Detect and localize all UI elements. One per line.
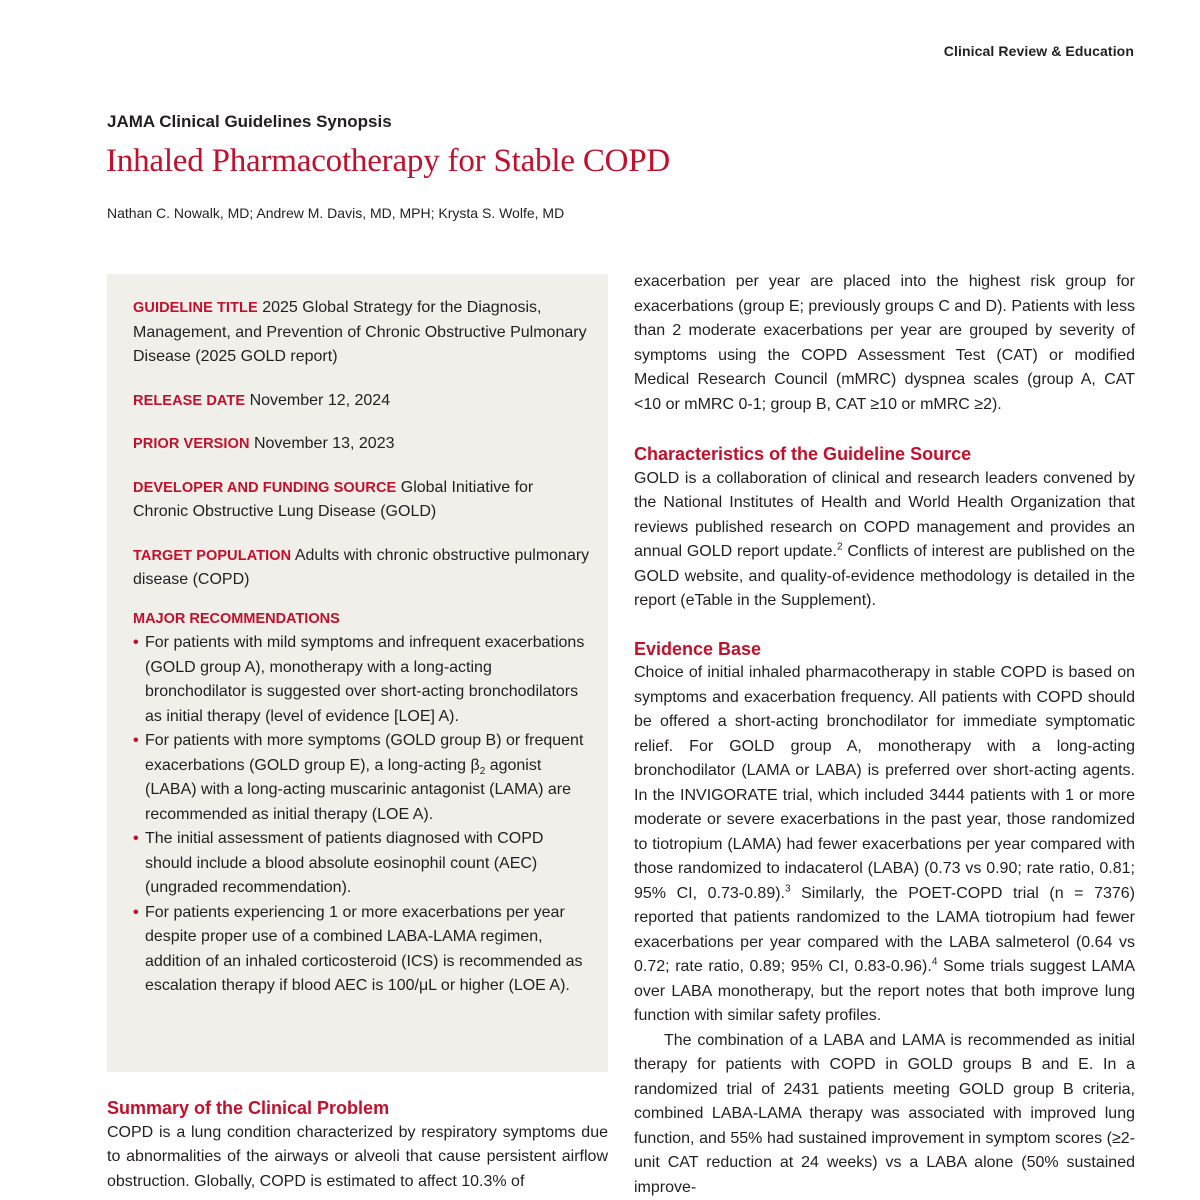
recommendation-item	[133, 729, 590, 827]
release-date-value: November 12, 2024	[249, 391, 391, 409]
target-population-entry	[133, 544, 590, 593]
guideline-title-entry	[133, 296, 590, 370]
paragraph-text-cont: Similarly, the POET-COPD trial (n = 7376) reported that patients randomized to the LAMA tiotropium had fewer exacerbations per year compared with the LABA salmeterol (0.64 vs 0.72; rate ratio, 0.89; 95% CI, 0.83-0.96).	[634, 884, 1135, 975]
evidence-paragraph	[634, 661, 1135, 1029]
developer-entry	[133, 476, 590, 525]
reference-marker: 3	[785, 883, 791, 895]
recommendation-text-cont: agonist (LABA) with a long-acting muscarinic antagonist (LAMA) are recommended as initial therapy (LOE A).	[145, 756, 571, 823]
bullet-icon: •	[133, 634, 139, 651]
recommendation-item	[133, 827, 590, 901]
synopsis-label: JAMA Clinical Guidelines Synopsis	[107, 112, 392, 131]
section-heading: Summary of the Clinical Problem	[107, 1098, 390, 1118]
continuation-paragraph: exacerbation per year are placed into the highest risk group for exacerbations (group E; previously groups C and D). Patients with less than 2 moderate exacerbations per year are grouped by severity of symptoms using the COPD Assessment Test (CAT) or modified Medical Research Council (mMRC) dyspnea scales (group A, CAT <10 or mMRC 0-1; group B, CAT ≥10 or mMRC ≥2).	[634, 273, 1135, 413]
guideline-title-label: GUIDELINE TITLE	[133, 300, 258, 316]
section-heading: Characteristics of the Guideline Source	[634, 444, 972, 464]
section-text: COPD is a lung condition characterized by respiratory symptoms due to abnormalities of the airways or alveoli that cause persistent airflow obstruction. Globally, COPD is estimated to affect 10.3% of	[107, 1123, 608, 1190]
target-population-label: TARGET POPULATION	[133, 547, 292, 564]
prior-version-entry	[133, 432, 590, 457]
paragraph-text-cont: Conflicts of interest are published on the GOLD website, and quality-of-evidence methodology is detailed in the report (eTable in the Supplement).	[634, 543, 1135, 609]
recommendation-text: For patients with more symptoms (GOLD group B) or frequent exacerbations (GOLD group E), a long-acting β	[145, 732, 584, 774]
summary-section	[107, 1096, 608, 1194]
recommendation-item	[133, 901, 590, 999]
bullet-icon: •	[133, 732, 139, 749]
author-list: Nathan C. Nowalk, MD; Andrew M. Davis, MD, MPH; Krysta S. Wolfe, MD	[107, 205, 565, 221]
prior-version-value: November 13, 2023	[253, 435, 395, 452]
guideline-summary-box	[107, 274, 608, 1072]
major-recommendations-label: MAJOR RECOMMENDATIONS	[133, 610, 340, 627]
bullet-icon: •	[133, 903, 139, 921]
reference-marker: 4	[931, 956, 938, 968]
paragraph-text: GOLD is a collaboration of clinical and research leaders convened by the National Institutes of Health and World Health Organization that reviews published research on COPD management and provides an annual GOLD report update.	[634, 469, 1135, 560]
recommendation-item	[133, 631, 590, 729]
combination-paragraph: The combination of a LABA and LAMA is recommended as initial therapy for patients with COPD in GOLD groups B and E. In a randomized trial of 2431 patients meeting GOLD group B criteria, combined LABA-LAMA therapy was associated with improved lung function, and 55% had sustained improvement in symptom scores (≥2-unit CAT reduction at 24 weeks) vs a LABA alone (50% sustained improve-	[634, 1031, 1135, 1196]
recommendation-text: For patients with mild symptoms and infrequent exacerbations (GOLD group A), monotherapy with a long-acting bronchodilator is suggested over short-acting bronchodilators as initial therapy (level of evidence [LOE] A).	[145, 634, 585, 725]
release-date-label: RELEASE DATE	[133, 392, 246, 409]
recommendation-list	[133, 631, 590, 999]
release-date-entry	[133, 389, 590, 414]
developer-value: Global Initiative for Chronic Obstructive Lung Disease (GOLD)	[133, 478, 534, 520]
prior-version-label: PRIOR VERSION	[133, 436, 250, 452]
recommendation-text: For patients experiencing 1 or more exacerbations per year despite proper use of a combined LABA-LAMA regimen, addition of an inhaled corticosteroid (ICS) is recommended as escalation therapy if blood AEC is 100/μL or higher (LOE A).	[145, 903, 583, 994]
article-title: Inhaled Pharmacotherapy for Stable COPD	[106, 143, 671, 179]
developer-label: DEVELOPER AND FUNDING SOURCE	[133, 479, 397, 496]
bullet-icon: •	[133, 830, 139, 847]
reference-marker: 2	[836, 541, 843, 553]
subscript: 2	[479, 765, 486, 777]
target-population-value: Adults with chronic obstructive pulmonary disease (COPD)	[133, 546, 590, 588]
paragraph-text-end: Some trials suggest LAMA over LABA monotherapy, but the report notes that both improve lung function with similar safety profiles.	[634, 958, 1135, 1024]
guideline-title-value: 2025 Global Strategy for the Diagnosis, Management, and Prevention of Chronic Obstructive Pulmonary Disease (2025 GOLD report)	[133, 299, 587, 365]
right-column	[634, 270, 1135, 1200]
recommendation-text: The initial assessment of patients diagnosed with COPD should include a blood absolute eosinophil count (AEC) (ungraded recommendation).	[145, 830, 544, 896]
characteristics-paragraph	[634, 467, 1135, 614]
section-label: Clinical Review & Education	[943, 43, 1134, 59]
paragraph-text: Choice of initial inhaled pharmacotherapy in stable COPD is based on symptoms and exacerbation frequency. All patients with COPD should be offered a short-acting bronchodilator for immediate symptomatic relief. For GOLD group A, monotherapy with a long-acting bronchodilator (LAMA or LABA) is preferred over short-acting agents. In the INVIGORATE trial, which included 3444 patients with 1 or more moderate or severe exacerbations in the past year, those randomized to tiotropium (LAMA) had fewer exacerbations per year compared with those randomized to indacaterol (LABA) (0.73 vs 0.90; rate ratio, 0.81; 95% CI, 0.73-0.89).	[634, 664, 1135, 902]
section-heading: Evidence Base	[634, 638, 762, 659]
